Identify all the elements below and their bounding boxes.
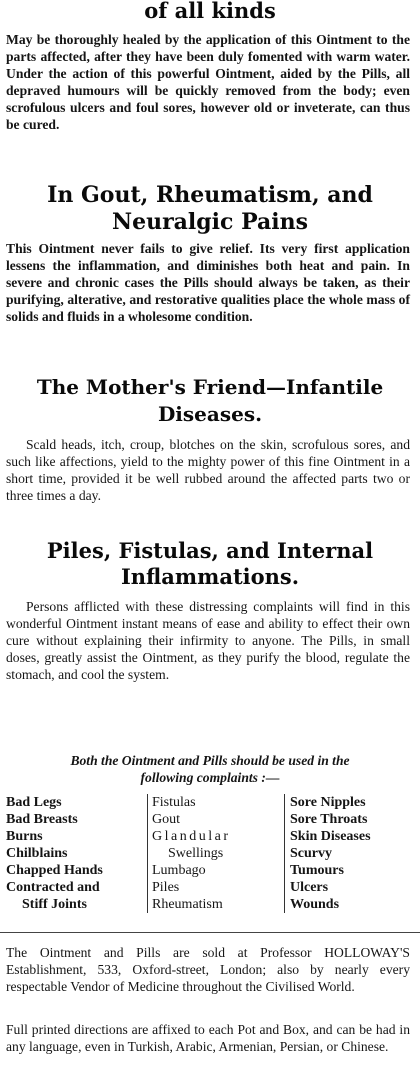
- column-divider-2: [284, 794, 285, 913]
- complaint-item: Chilblains: [6, 846, 68, 861]
- complaint-item: Sore Nipples: [290, 795, 366, 810]
- complaints-column-3: [290, 794, 371, 913]
- complaint-item: Fistulas: [152, 795, 196, 810]
- complaint-item: Contracted and: [6, 880, 100, 895]
- paragraph-ulcers: May be thoroughly healed by the application of this Ointment to the parts affected, after they have been duly fomented with warm water. Under the action of this powerful Ointment, aided by the Pills, all depraved humours will be quickly removed from the body; even scrofulous ulcers and foul sores, however old or inveterate, can thus be cured.: [6, 32, 410, 132]
- complaint-item: Bad Legs: [6, 795, 62, 810]
- complaints-title-line2: following complaints :—: [140, 770, 280, 785]
- complaints-title-line1: Both the Ointment and Pills should be used in the: [70, 753, 350, 768]
- heading-gout-line2: Neuralgic Pains: [111, 209, 309, 235]
- complaint-item: Bad Breasts: [6, 812, 78, 827]
- complaints-column-1: [6, 794, 103, 913]
- complaint-item: Lumbago: [152, 863, 206, 878]
- heading-piles-line2: Inflammations.: [120, 564, 300, 589]
- paragraph-sold-at: The Ointment and Pills are sold at Professor HOLLOWAY'S Establishment, 533, Oxford-street, London; also by nearly every respectable Vendor of Medicine throughout the Civilised World.: [6, 945, 410, 994]
- complaint-item: Glandular: [152, 829, 231, 844]
- complaint-item: Scurvy: [290, 846, 332, 861]
- complaint-item: Ulcers: [290, 880, 329, 895]
- paragraph-mother: Scald heads, itch, croup, blotches on the skin, scrofulous sores, and such like affections, yield to the mighty power of this fine Ointment in a short time, provided it be well rubbed around the affected parts two or three times a day.: [6, 437, 410, 503]
- column-divider-1: [147, 794, 148, 913]
- divider-above-complaints: [0, 740, 420, 741]
- complaint-item: Chapped Hands: [6, 863, 103, 878]
- paragraph-gout: This Ointment never fails to give relief. Its very first application lessens the inflammation, and diminishes both heat and pain. In severe and chronic cases the Pills should always be taken, as their purifying, alterative, and restorative qualities place the whole mass of solids and fluids in a wholesome condition.: [6, 241, 410, 324]
- heading-mother-line2: Diseases.: [157, 402, 263, 426]
- divider-below-complaints: [0, 932, 420, 933]
- complaint-item: Swellings: [168, 846, 224, 861]
- complaint-item: Stiff Joints: [22, 897, 87, 912]
- paragraph-piles: Persons afflicted with these distressing complaints will find in this wonderful Ointment instant means of ease and ability to effect their own cure without explaining their infirmity to anyone. The Pills, in small doses, greatly assist the Ointment, as they purify the blood, regulate the stomach, and cool the system.: [6, 599, 410, 682]
- complaint-item: Rheumatism: [152, 897, 223, 912]
- complaint-item: Wounds: [290, 897, 340, 912]
- heading-gout-line1: In Gout, Rheumatism, and: [47, 182, 373, 208]
- complaint-item: Skin Diseases: [290, 829, 371, 844]
- complaint-item: Gout: [152, 812, 180, 827]
- complaint-item: Piles: [152, 880, 180, 895]
- paragraph-directions: Full printed directions are affixed to each Pot and Box, and can be had in any language, even in Turkish, Arabic, Armenian, Persian, or Chinese.: [6, 1022, 410, 1054]
- heading-piles-line1: Piles, Fistulas, and Internal: [46, 538, 374, 563]
- complaint-item: Sore Throats: [290, 812, 368, 827]
- heading-mother-line1: The Mother's Friend—Infantile: [36, 375, 384, 399]
- heading-of-all-kinds: of all kinds: [144, 0, 276, 23]
- complaints-column-2: [152, 794, 230, 913]
- complaint-item: Tumours: [290, 863, 344, 878]
- complaint-item: Burns: [6, 829, 43, 844]
